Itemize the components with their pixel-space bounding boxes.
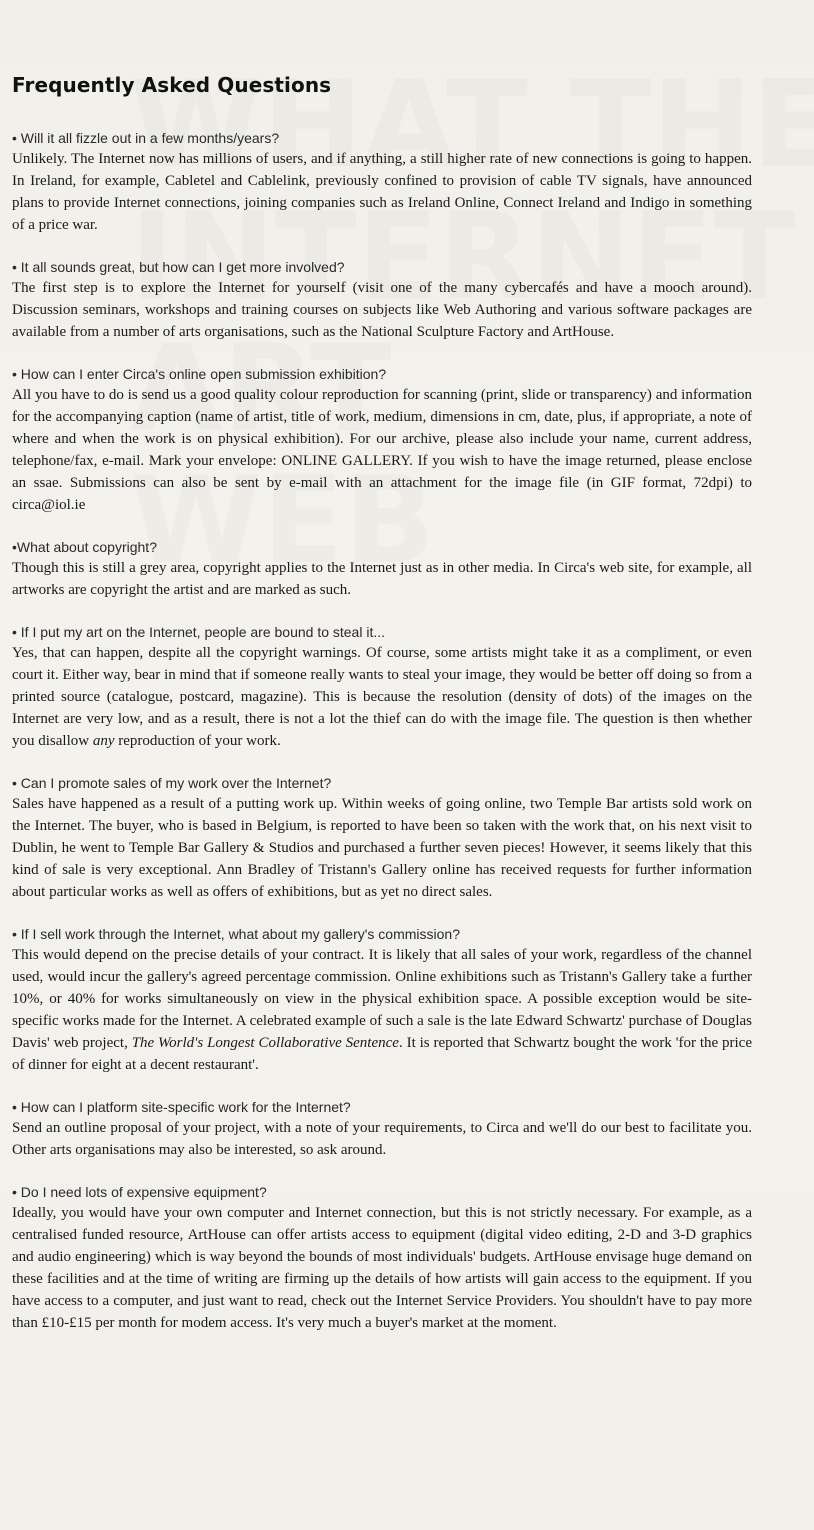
faq-item bbox=[12, 1097, 752, 1161]
faq-question: •What about copyright? bbox=[12, 539, 157, 555]
faq-answer: Sales have happened as a result of a putting work up. Within weeks of going online, two Temple Bar artists sold work on the Internet. The buyer, who is based in Belgium, is reported to have been so taken with the work that, on his next visit to Dublin, he went to Temple Bar Gallery & Studios and purchased a further seven pieces! However, it seems likely that this kind of sale is very exceptional. Ann Bradley of Tristann's Gallery online has received requests for further information about particular works as well as offers of exhibitions, but as yet no direct sales. bbox=[12, 796, 752, 900]
faq-question: • How can I platform site-specific work for the Internet? bbox=[12, 1099, 351, 1115]
faq-item bbox=[12, 773, 752, 903]
faq-answer: Though this is still a grey area, copyright applies to the Internet just as in other media. In Circa's web site, for example, all artworks are copyright the artist and are marked as such. bbox=[12, 560, 752, 598]
page-title: Frequently Asked Questions bbox=[12, 73, 332, 98]
faq-answer-emphasis: any bbox=[92, 733, 115, 749]
faq-answer-text: reproduction of your work. bbox=[114, 733, 281, 749]
faq-answer-text: Yes, that can happen, despite all the copyright warnings. Of course, some artists might take it as a compliment, or even court it. Either way, bear in mind that if someone really wants to steal your image, they would be better off doing so from a printed source (catalogue, postcard, magazine). This is because the resolution (density of dots) of the images on the Internet are very low, and as a result, there is not a lot the thief can do with the image file. The question is then whether you disallow bbox=[12, 645, 752, 749]
faq-question: • If I sell work through the Internet, what about my gallery's commission? bbox=[12, 926, 460, 942]
faq-question: • Can I promote sales of my work over the Internet? bbox=[12, 775, 332, 791]
faq-question: • Do I need lots of expensive equipment? bbox=[12, 1184, 267, 1200]
faq-answer-text: This would depend on the precise details of your contract. It is likely that all sales of your work, regardless of the channel used, would incur the gallery's agreed percentage commission. Online exhibitions such as Tristann's Gallery take a further 10%, or 40% for works simultaneously on view in the physical exhibition space. A possible exception would be site-specific works made for the Internet. A celebrated example of such a sale is the late Edward Schwartz' purchase of Douglas Davis' web project, bbox=[12, 947, 752, 1051]
faq-answer-text: . It is reported that Schwartz bought the work 'for the price of dinner for eight at a decent restaurant'. bbox=[12, 1035, 752, 1073]
faq-answer bbox=[12, 944, 752, 1076]
faq-item bbox=[12, 128, 752, 236]
faq-answer: The first step is to explore the Internet for yourself (visit one of the many cybercafés and have a mooch around). Discussion seminars, workshops and training courses on subjects like Web Authoring and various software packages are available from a number of arts organisations, such as the National Sculpture Factory and ArtHouse. bbox=[12, 280, 752, 340]
faq-answer: Send an outline proposal of your project, with a note of your requirements, to Circa and we'll do our best to facilitate you. Other arts organisations may also be interested, so ask around. bbox=[12, 1120, 752, 1158]
faq-item bbox=[12, 622, 752, 752]
faq-question: • It all sounds great, but how can I get more involved? bbox=[12, 259, 345, 275]
faq-item bbox=[12, 1182, 752, 1334]
faq-question: • Will it all fizzle out in a few months/years? bbox=[12, 130, 280, 146]
faq-item bbox=[12, 924, 752, 1076]
faq-answer: All you have to do is send us a good quality colour reproduction for scanning (print, slide or transparency) and information for the accompanying caption (name of artist, title of work, medium, dimensions in cm, date, plus, if appropriate, a note of where and when the work is on physical exhibition). For our archive, please also include your name, current address, telephone/fax, e-mail. Mark your envelope: ONLINE GALLERY. If you wish to have the image returned, please enclose an ssae. Submissions can also be sent by e-mail with an attachment for the image file (in GIF format, 72dpi) to circa@iol.ie bbox=[12, 387, 752, 513]
faq-answer: Unlikely. The Internet now has millions of users, and if anything, a still higher rate of new connections is going to happen. In Ireland, for example, Cabletel and Cablelink, previously confined to provision of cable TV signals, have announced plans to provide Internet connections, joining companies such as Ireland Online, Connect Ireland and Indigo in something of a price war. bbox=[12, 151, 752, 233]
faq-item bbox=[12, 537, 752, 601]
faq-item bbox=[12, 364, 752, 516]
faq-question: • If I put my art on the Internet, people are bound to steal it... bbox=[12, 624, 386, 640]
faq-answer bbox=[12, 642, 752, 752]
faq-item bbox=[12, 257, 752, 343]
faq-answer: Ideally, you would have your own computer and Internet connection, but this is not strictly necessary. For example, as a centralised funded resource, ArtHouse can offer artists access to equipment (digital video editing, 2-D and 3-D graphics and audio engineering) which is way beyond the bounds of most individuals' budgets. ArtHouse envisage huge demand on these facilities and at the time of writing are firming up the details of how artists will gain access to the equipment. If you have access to a computer, and just want to read, check out the Internet Service Providers. You shouldn't have to pay more than £10-£15 per month for modem access. It's very much a buyer's market at the moment. bbox=[12, 1205, 752, 1331]
faq-question: • How can I enter Circa's online open submission exhibition? bbox=[12, 366, 387, 382]
faq-list bbox=[12, 128, 752, 1355]
faq-answer-emphasis: The World's Longest Collaborative Sentence bbox=[131, 1035, 399, 1051]
